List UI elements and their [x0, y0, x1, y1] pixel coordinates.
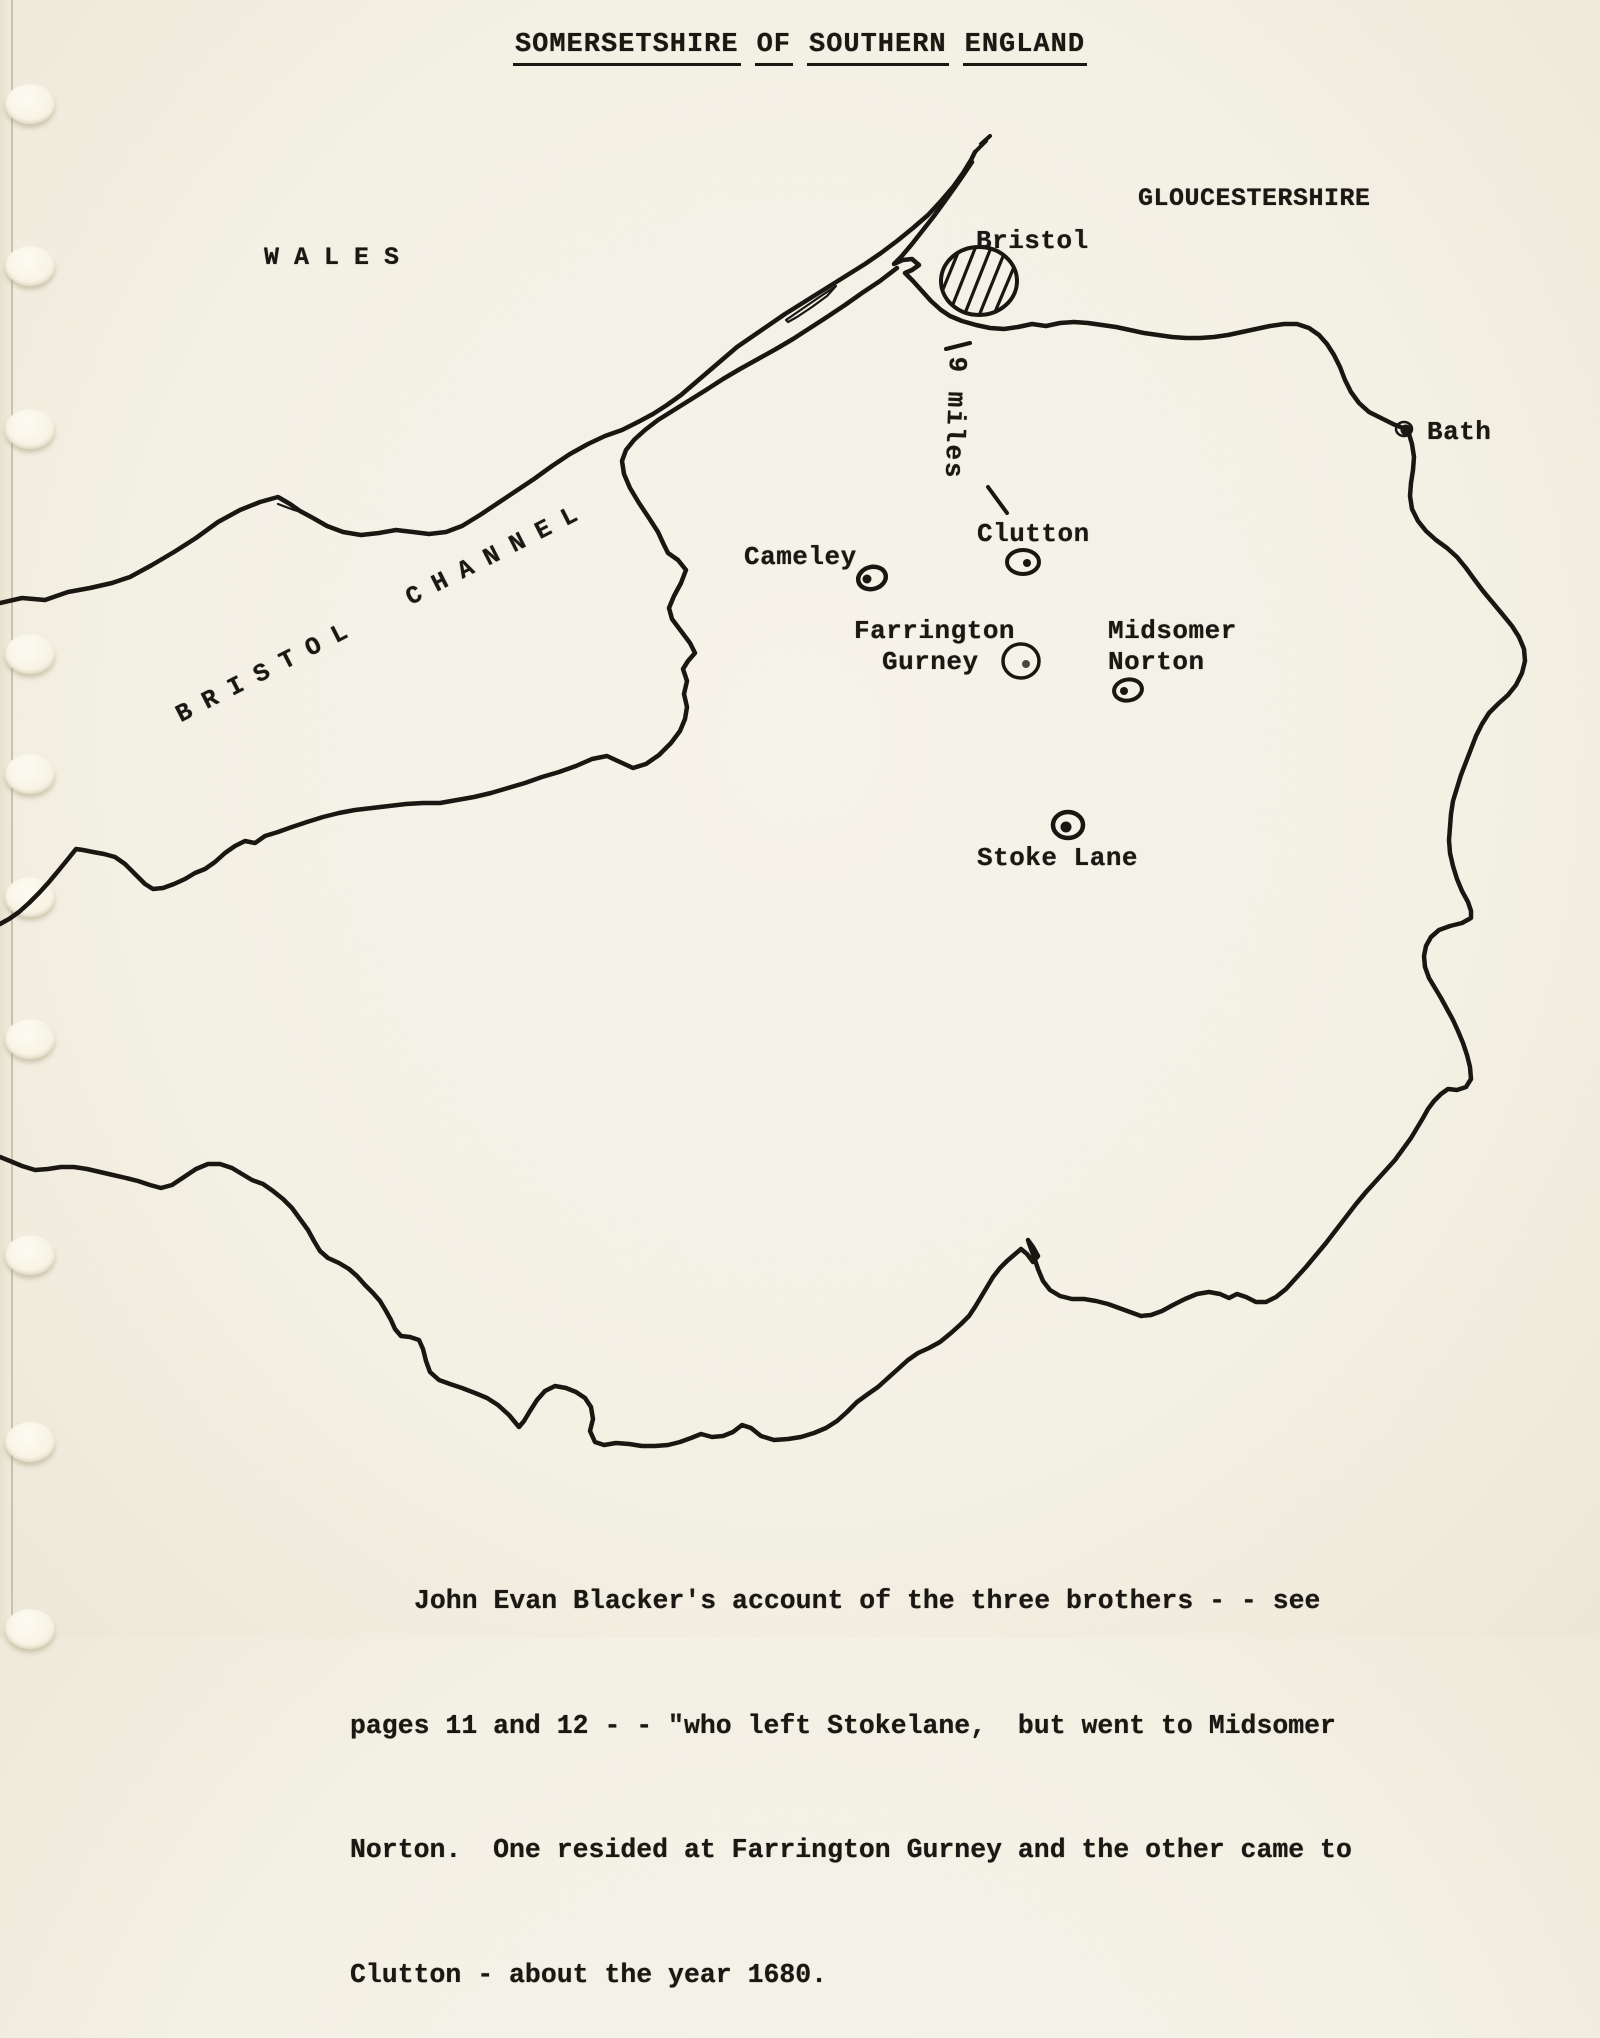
place-label-bath: Bath [1427, 417, 1492, 447]
region-label-wales: WALES [264, 243, 415, 272]
place-label-farrington-gurney-line2: Gurney [882, 647, 979, 677]
place-label-clutton: Clutton [977, 519, 1090, 549]
place-label-midsomer-norton-line1: Midsomer [1108, 616, 1237, 646]
midsomer-norton-marker [1112, 677, 1143, 703]
distance-label: 9 miles [937, 355, 972, 481]
caption-line: Clutton - about the year 1680. [350, 1959, 828, 1990]
place-label-cameley: Cameley [744, 542, 857, 572]
clutton-marker [1007, 550, 1039, 574]
region-label-bristol-channel: BRISTOL CHANNEL [171, 494, 596, 730]
caption-line: Norton. One resided at Farrington Gurney and the other came to [350, 1835, 1352, 1865]
cameley-marker [856, 564, 889, 592]
place-label-bristol: Bristol [976, 226, 1089, 256]
bath-marker [1396, 422, 1412, 436]
place-label-midsomer-norton-line2: Norton [1108, 647, 1205, 677]
map-title-word: SOUTHERN [807, 30, 949, 66]
stoke-lane-marker [1053, 812, 1083, 838]
place-label-farrington-gurney-line1: Farrington [854, 616, 1016, 646]
map-title-word: ENGLAND [963, 30, 1087, 66]
caption [350, 1498, 1352, 2038]
region-label-gloucestershire: GLOUCESTERSHIRE [1138, 184, 1371, 213]
map-title-word: SOMERSETSHIRE [513, 30, 741, 66]
caption-line: John Evan Blacker's account of the three brothers - - see [414, 1586, 1321, 1616]
map-title [0, 30, 1600, 66]
farrington-gurney-marker [1003, 644, 1039, 678]
caption-line: pages 11 and 12 - - "who left Stokelane, but went to Midsomer [350, 1710, 1336, 1741]
wales-coastline [0, 152, 975, 603]
estuary-tip-barb [975, 136, 990, 152]
map-title-word: OF [755, 30, 793, 66]
place-label-stoke-lane: Stoke Lane [977, 843, 1139, 873]
